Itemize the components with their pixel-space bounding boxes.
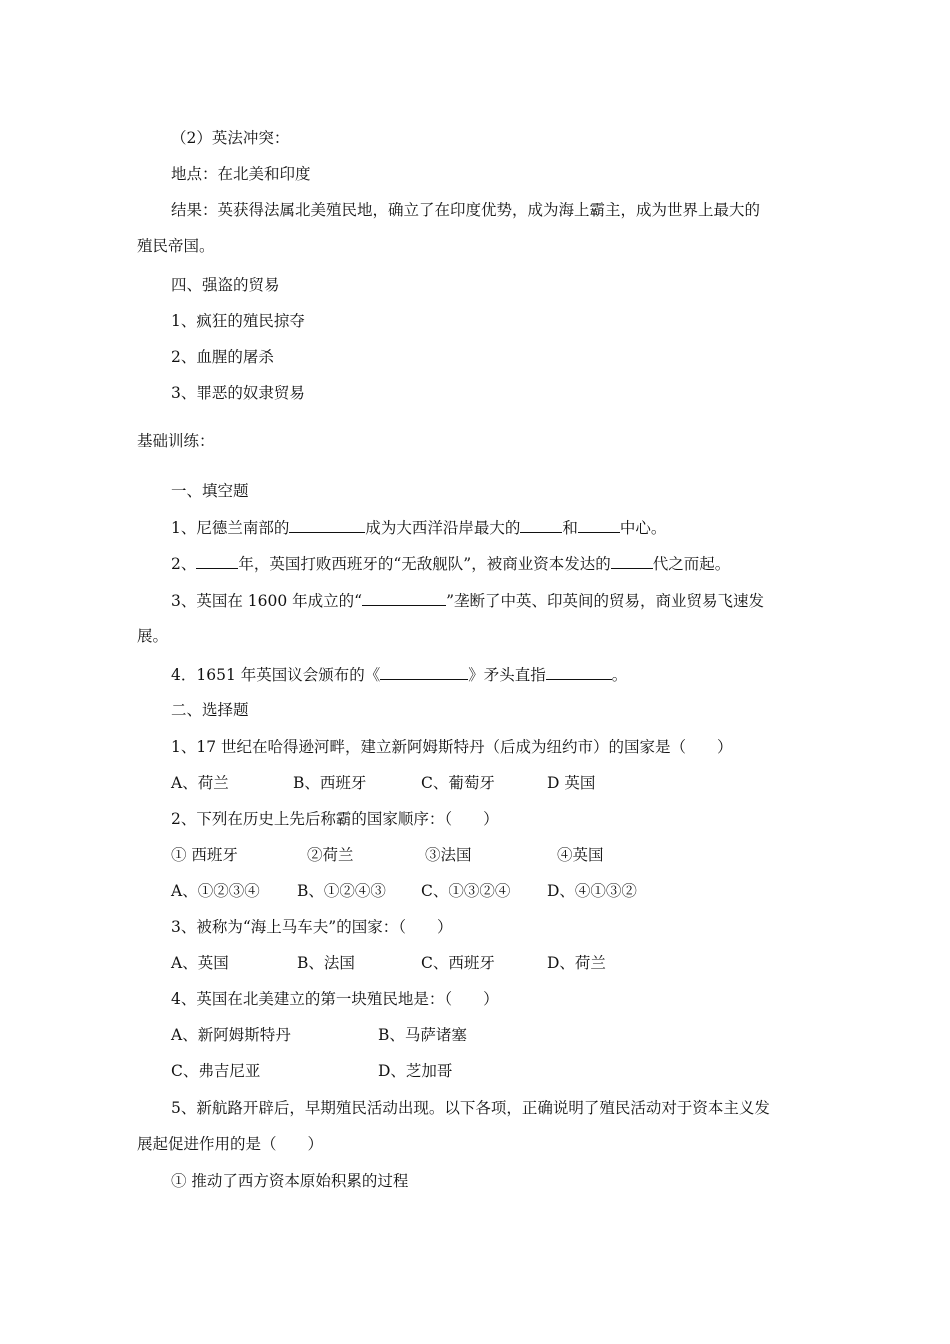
choice-question-3: 3、被称为“海上马车夫”的国家：（ ） xyxy=(171,918,453,936)
answer-blank xyxy=(578,517,620,533)
answer-blank xyxy=(380,664,468,680)
answer-blank xyxy=(520,517,562,533)
choice-option: B、法国 xyxy=(297,954,355,972)
conflict-heading: （2）英法冲突： xyxy=(171,129,290,147)
trade-heading: 四、强盗的贸易 xyxy=(171,276,280,294)
trade-item: 1、疯狂的殖民掠夺 xyxy=(171,312,305,330)
country-item: ④英国 xyxy=(557,846,604,864)
answer-blank xyxy=(196,553,238,569)
choice-question-4: 4、英国在北美建立的第一块殖民地是：（ ） xyxy=(171,990,499,1008)
choice-option: B、西班牙 xyxy=(293,774,367,792)
fill-heading: 一、填空题 xyxy=(171,482,249,500)
choice-option: D、④①③② xyxy=(547,882,637,900)
choice-option: C、葡萄牙 xyxy=(421,774,495,792)
choice-option: A、①②③④ xyxy=(171,882,260,900)
choice-option: C、弗吉尼亚 xyxy=(171,1062,261,1080)
conflict-result-line1: 结果：英获得法属北美殖民地，确立了在印度优势，成为海上霸主，成为世界上最大的 xyxy=(171,201,761,219)
fill-question-3-cont: 展。 xyxy=(137,627,169,645)
training-title: 基础训练： xyxy=(137,432,215,450)
choice-option: A、荷兰 xyxy=(171,774,229,792)
answer-blank xyxy=(611,553,653,569)
trade-item: 3、罪恶的奴隶贸易 xyxy=(171,384,305,402)
choice-heading: 二、选择题 xyxy=(171,701,249,719)
choice-option: C、①③②④ xyxy=(421,882,511,900)
choice-option: B、①②④③ xyxy=(297,882,386,900)
conflict-place: 地点：在北美和印度 xyxy=(171,165,311,183)
trade-item: 2、血腥的屠杀 xyxy=(171,348,274,366)
choice-question-5-item: ① 推动了西方资本原始积累的过程 xyxy=(171,1172,409,1190)
fill-question-1: 1、尼德兰南部的 成为大西洋沿岸最大的 和 中心。 xyxy=(171,519,667,537)
fill-question-3: 3、英国在 1600 年成立的“ ”垄断了中英、印英间的贸易，商业贸易飞速发 xyxy=(171,592,765,610)
choice-option: D 英国 xyxy=(547,774,596,792)
choice-option: A、英国 xyxy=(171,954,229,972)
choice-option: D、芝加哥 xyxy=(378,1062,453,1080)
choice-option: C、西班牙 xyxy=(421,954,495,972)
country-item: ① 西班牙 xyxy=(171,846,238,864)
choice-question-2: 2、下列在历史上先后称霸的国家顺序：（ ） xyxy=(171,810,499,828)
fill-question-2: 2、 年，英国打败西班牙的“无敌舰队”，被商业资本发达的 代之而起。 xyxy=(171,555,731,573)
choice-question-1: 1、17 世纪在哈得逊河畔，建立新阿姆斯特丹（后成为纽约市）的国家是（ ） xyxy=(171,738,733,756)
answer-blank xyxy=(546,664,612,680)
country-item: ②荷兰 xyxy=(307,846,354,864)
answer-blank xyxy=(362,590,446,606)
choice-question-5-cont: 展起促进作用的是（ ） xyxy=(137,1135,324,1153)
choice-option: D、荷兰 xyxy=(547,954,606,972)
conflict-result-line2: 殖民帝国。 xyxy=(137,237,215,255)
fill-question-4: 4．1651 年英国议会颁布的《 》矛头直指 。 xyxy=(171,666,628,684)
answer-blank xyxy=(289,517,365,533)
country-item: ③法国 xyxy=(425,846,472,864)
choice-question-5: 5、新航路开辟后，早期殖民活动出现。以下各项，正确说明了殖民活动对于资本主义发 xyxy=(171,1099,770,1117)
choice-option: B、马萨诸塞 xyxy=(378,1026,467,1044)
choice-option: A、新阿姆斯特丹 xyxy=(171,1026,291,1044)
